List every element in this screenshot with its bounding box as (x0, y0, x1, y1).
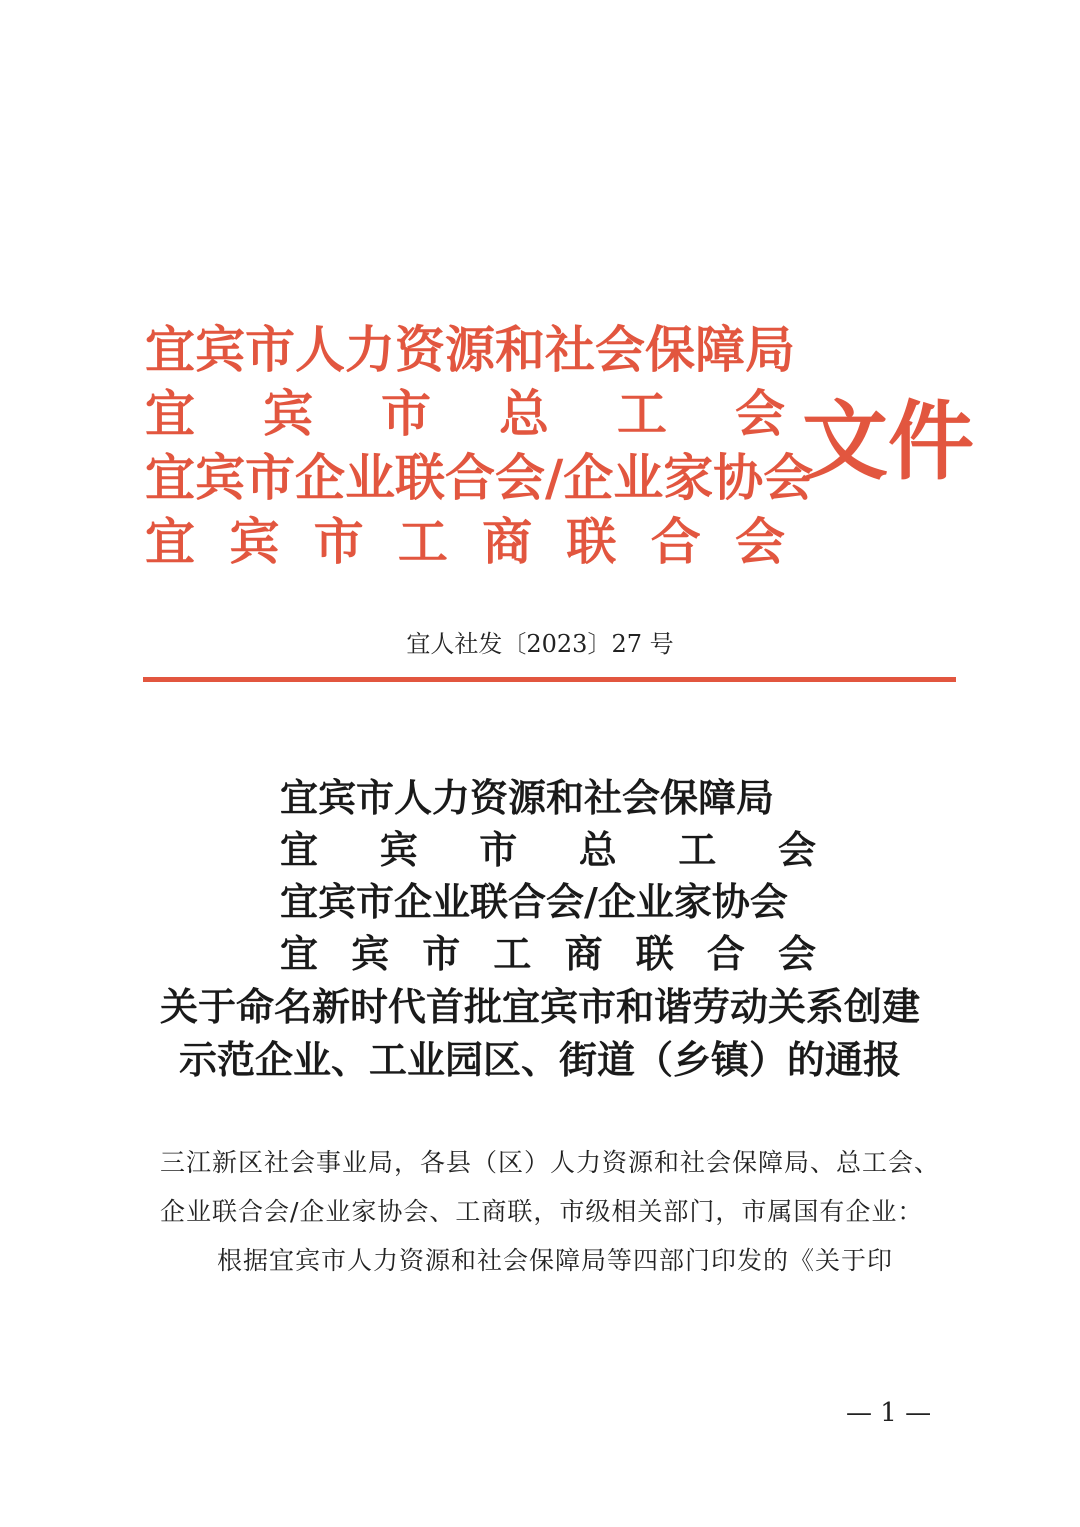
page-number: — 1 — (846, 1398, 932, 1428)
letterhead-char: 总 (499, 384, 549, 443)
title-char: 宾 (351, 931, 390, 976)
letterhead-line-1: 宜宾市人力资源和社会保障局 (145, 320, 795, 379)
letterhead-line-4 (145, 510, 785, 574)
title-org-line-3: 宜宾市企业联合会/企业家协会 (280, 879, 788, 924)
letterhead-char: 市 (313, 512, 364, 571)
title-char: 会 (777, 931, 816, 976)
title-char: 工 (493, 931, 532, 976)
letterhead-issuers (145, 318, 814, 574)
letterhead-char: 宾 (229, 512, 280, 571)
letterhead-char: 联 (566, 512, 617, 571)
body-paragraph-1: 根据宜宾市人力资源和社会保障局等四部门印发的《关于印 (217, 1246, 894, 1275)
title-char: 会 (777, 827, 816, 872)
letterhead-suffix: 文件 (802, 391, 974, 492)
letterhead-char: 宾 (263, 384, 313, 443)
letterhead-char: 会 (735, 384, 785, 443)
document-body (160, 1138, 940, 1285)
document-title-line-1: 关于命名新时代首批宜宾市和谐劳动关系创建 (159, 984, 920, 1029)
title-char: 市 (479, 827, 518, 872)
document-title-line-2: 示范企业、工业园区、街道（乡镇）的通报 (178, 1037, 901, 1082)
letterhead-char: 市 (381, 384, 431, 443)
title-char: 宾 (379, 827, 418, 872)
title-char: 工 (678, 827, 717, 872)
title-org-line-4 (280, 928, 816, 980)
letterhead-char: 工 (397, 512, 448, 571)
letterhead-char: 会 (734, 512, 785, 571)
title-char: 宜 (280, 931, 319, 976)
letterhead-char: 宜 (145, 512, 195, 571)
title-char: 联 (635, 931, 674, 976)
title-char: 合 (706, 931, 745, 976)
addressee-paragraph: 三江新区社会事业局，各县（区）人力资源和社会保障局、总工会、企业联合会/企业家协会、工商联，市级相关部门，市属国有企业： (160, 1148, 941, 1226)
title-char: 市 (422, 931, 461, 976)
letterhead-char: 合 (650, 512, 701, 571)
title-char: 总 (578, 827, 617, 872)
document-title (150, 980, 930, 1086)
letterhead-char: 工 (617, 384, 667, 443)
title-org-line-1: 宜宾市人力资源和社会保障局 (280, 775, 775, 820)
letterhead-line-3: 宜宾市企业联合会/企业家协会 (145, 448, 814, 507)
title-issuers (280, 772, 816, 980)
title-org-line-2 (280, 824, 816, 876)
document-number: 宜人社发〔2023〕27 号 (406, 630, 674, 658)
title-char: 商 (564, 931, 603, 976)
red-divider (143, 677, 956, 682)
letterhead-char: 商 (482, 512, 533, 571)
title-char: 宜 (280, 827, 319, 872)
letterhead-char: 宜 (145, 384, 195, 443)
letterhead-line-2 (145, 382, 785, 446)
